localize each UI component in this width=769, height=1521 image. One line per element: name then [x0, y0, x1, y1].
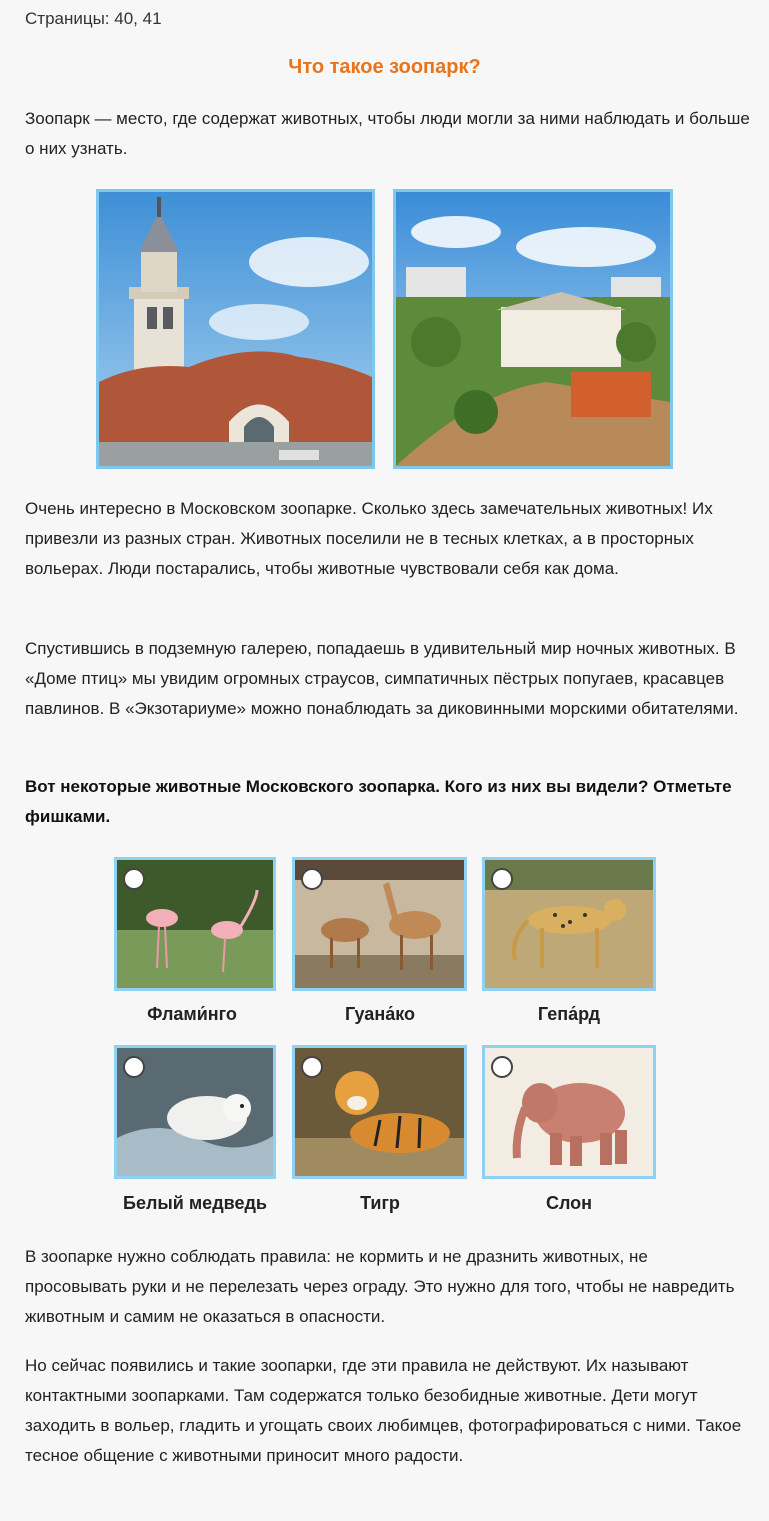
animal-caption-guanaco: Гуана́ко: [345, 1004, 415, 1024]
mark-chip-cheetah[interactable]: [491, 868, 513, 890]
mark-chip-flamingo[interactable]: [123, 868, 145, 890]
mark-chip-guanaco[interactable]: [301, 868, 323, 890]
mark-chip-elephant[interactable]: [491, 1056, 513, 1078]
animal-caption-flamingo: Флами́нго: [147, 1004, 237, 1024]
mark-chip-polar-bear[interactable]: [123, 1056, 145, 1078]
moscow-zoo-paragraph: Очень интересно в Московском зоопарке. Сколько здесь замечательных животных! Их привезли из разных стран. Животных поселили не в тесных клетках, а в просторных вольерах. Люди постарались, чтобы животные чувствовали себя как дома.: [25, 499, 713, 578]
zoo-entrance-photo: [96, 189, 375, 469]
animal-caption-tiger: Тигр: [360, 1193, 400, 1213]
question-paragraph: Вот некоторые животные Московского зоопарка. Кого из них вы видели? Отметьте фишками.: [25, 777, 732, 826]
zoo-park-photo: [393, 189, 673, 469]
animal-card-cheetah: [482, 857, 656, 991]
animal-caption-polar-bear: Белый медведь: [123, 1193, 267, 1213]
pages-label: Страницы: 40, 41: [25, 9, 162, 28]
animal-card-polar-bear: [114, 1045, 276, 1179]
animal-card-guanaco: [292, 857, 467, 991]
contact-zoo-paragraph: Но сейчас появились и такие зоопарки, где эти правила не действуют. Их называют контактными зоопарками. Там содержатся только безобидные животные. Дети могут заходить в вольер, гладить и угощать своих любимцев, фотографироваться с ними. Такое тесное общение с животными приносит много радости.: [25, 1356, 742, 1465]
rules-paragraph: В зоопарке нужно соблюдать правила: не кормить и не дразнить животных, не просовывать руки и не перелезать через ограду. Это нужно для того, чтобы не навредить животным и самим не оказаться в опасности.: [25, 1247, 735, 1326]
mark-chip-tiger[interactable]: [301, 1056, 323, 1078]
animal-caption-cheetah: Гепа́рд: [537, 1004, 601, 1024]
gallery-paragraph: Спустившись в подземную галерею, попадаешь в удивительный мир ночных животных. В «Доме птиц» мы увидим огромных страусов, симпатичных пёстрых попугаев, красавцев павлинов. В «Экзотариуме» можно понаблюдать за диковинными морскими обитателями.: [25, 639, 739, 718]
animal-card-flamingo: [114, 857, 276, 991]
intro-paragraph: Зоопарк — место, где содержат животных, чтобы люди могли за ними наблюдать и больше о них узнать.: [25, 109, 750, 158]
animal-card-elephant: [482, 1045, 656, 1179]
page-title: Что такое зоопарк?: [288, 56, 481, 78]
animal-card-tiger: [292, 1045, 467, 1179]
animal-caption-elephant: Слон: [545, 1193, 593, 1213]
